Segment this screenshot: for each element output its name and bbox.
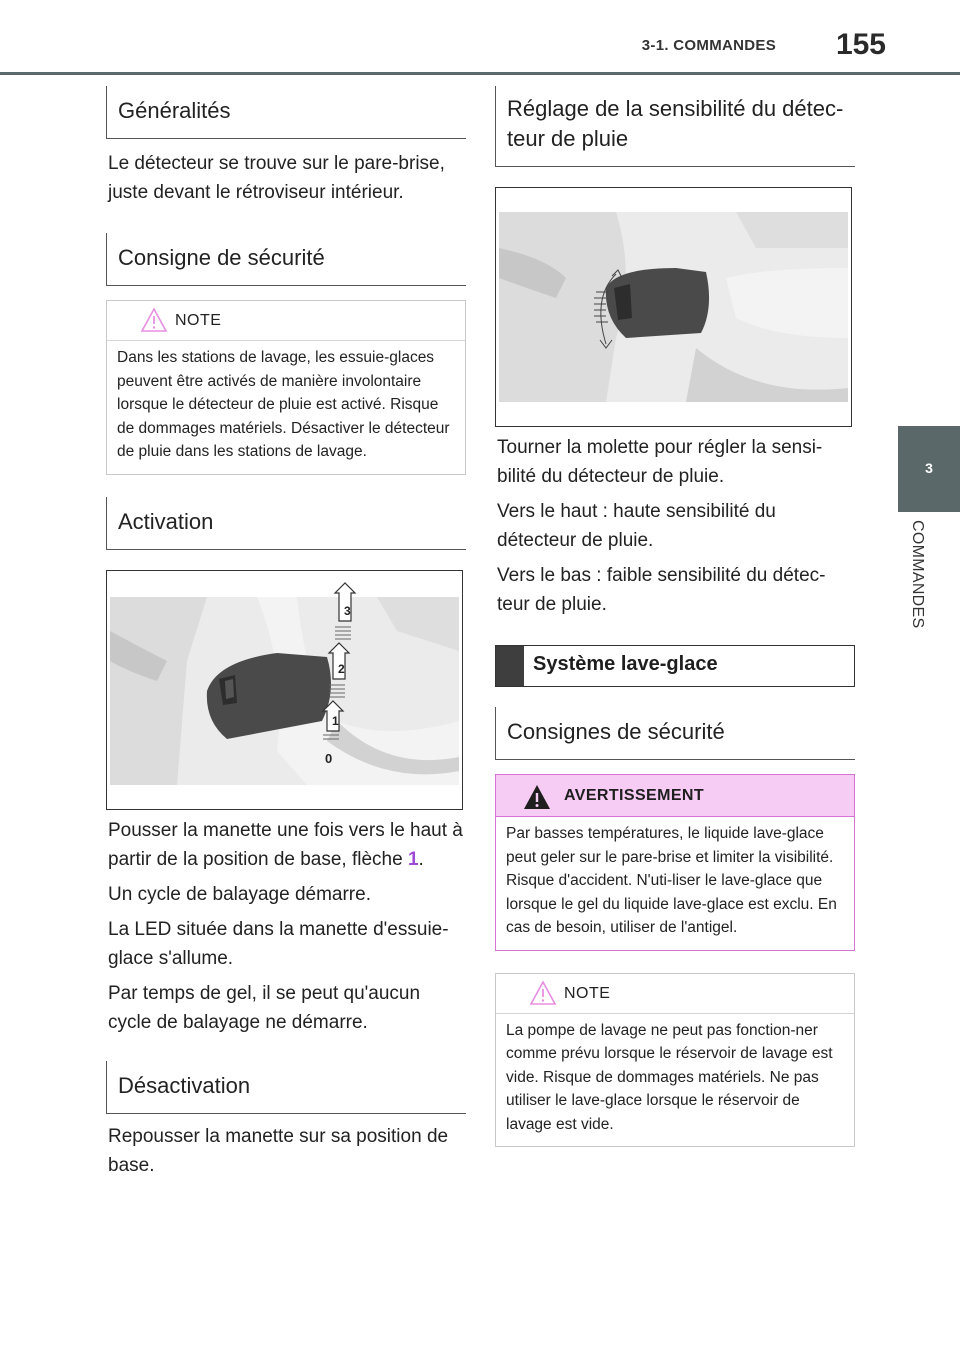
chapter-tab	[898, 426, 960, 512]
activation-para-1	[106, 816, 466, 874]
activation-para-1-text: Pousser la manette une fois vers le haut à partir de la position de base, flèche	[108, 819, 463, 870]
heading-activation: Activation	[106, 497, 466, 550]
arrow-reference: 1	[407, 848, 419, 870]
note-box-consigne	[106, 300, 466, 475]
desactivation-text: Repousser la manette sur sa position de base.	[108, 1125, 449, 1176]
chapter-label: COMMANDES	[909, 520, 926, 629]
wiper-stalk-illustration	[107, 571, 462, 809]
reglage-para-3: Vers le bas : faible sensibilité du détec-teur de pluie.	[497, 565, 826, 615]
right-column	[495, 86, 855, 1147]
header-divider	[0, 72, 960, 75]
running-header-section: 3-1. COMMANDES	[641, 37, 776, 54]
reglage-para-1: Tourner la molette pour régler la sensi-bilité du détecteur de pluie.	[497, 437, 823, 487]
activation-para-1-end: .	[418, 848, 424, 870]
left-column	[106, 86, 466, 1180]
warning-box	[495, 774, 855, 951]
heading-desactivation: Désactivation	[106, 1061, 466, 1114]
section-heading-text: Système lave-glace	[533, 653, 718, 675]
activation-para-2: Un cycle de balayage démarre.	[108, 883, 371, 905]
reglage-para-2: Vers le haut : haute sensibilité du détecteur de pluie.	[497, 501, 776, 551]
note-box-lave-glace	[495, 973, 855, 1148]
warning-text: Par basses températures, le liquide lave-glace peut geler sur le pare-brise et limiter la visibilité. Risque d'accident. N'uti-liser le lave-glace que lorsque le gel du liquide lave-glace est exclu. En cas de besoin, utiliser de l'antigel.	[506, 825, 837, 936]
note-header	[107, 301, 465, 341]
caution-icon	[529, 980, 557, 1006]
sensitivity-dial-illustration	[496, 188, 851, 426]
note-text: Dans les stations de lavage, les essuie-glaces peuvent être activés de manière involontaire lorsque le détecteur de pluie est activé. Risque de dommages matériels. Désactiver le détecteur de pluie dans les stations de lavage.	[117, 349, 450, 460]
heading-consignes: Consignes de sécurité	[495, 707, 855, 760]
warning-icon	[522, 783, 552, 811]
arrow-label-0: 0	[325, 750, 333, 766]
heading-reglage: Réglage de la sensibilité du détec-teur de pluie	[495, 86, 855, 167]
note-text: La pompe de lavage ne peut pas fonction-ner comme prévu lorsque le réservoir de lavage est vide. Risque de dommages matériels. Ne pas utiliser le lave-glace lorsque le réservoir de lavage est vide.	[506, 1021, 833, 1133]
note-header	[496, 974, 854, 1014]
activation-para-4: Par temps de gel, il se peut qu'aucun cycle de balayage ne démarre.	[108, 982, 421, 1033]
generalites-text: Le détecteur se trouve sur le pare-brise, juste devant le rétroviseur intérieur.	[108, 153, 445, 203]
arrow-label-2: 2	[338, 661, 345, 676]
arrow-label-3: 3	[344, 603, 351, 618]
chapter-number: 3	[925, 460, 933, 476]
warning-header	[496, 775, 854, 817]
figure-sensitivity-dial	[495, 187, 852, 427]
note-title: NOTE	[175, 312, 222, 329]
activation-para-3: La LED située dans la manette d'essuie-glace s'allume.	[108, 918, 449, 969]
arrow-label-1: 1	[332, 713, 339, 728]
caution-icon	[140, 307, 168, 333]
section-heading-bar	[496, 646, 524, 686]
chapter-section-heading	[495, 645, 855, 687]
heading-consigne: Consigne de sécurité	[106, 233, 466, 286]
chapter-side-label	[904, 520, 928, 680]
heading-generalites: Généralités	[106, 86, 466, 139]
page-number: 155	[835, 28, 886, 61]
warning-title: AVERTISSEMENT	[564, 787, 705, 804]
note-title: NOTE	[564, 984, 611, 1002]
figure-wiper-stalk-activation	[106, 570, 463, 810]
